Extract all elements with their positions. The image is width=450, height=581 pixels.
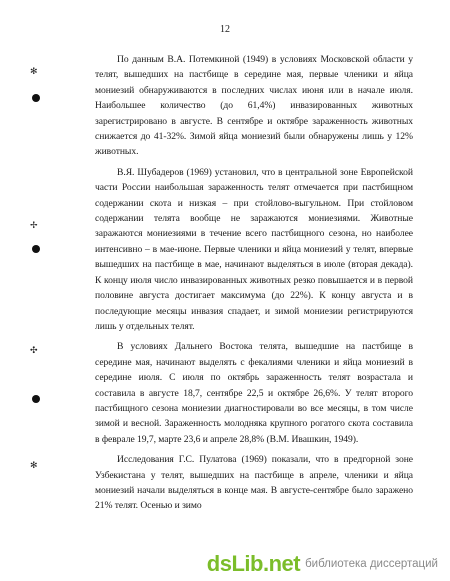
binding-mark-icon: ✣ bbox=[30, 345, 38, 355]
watermark-caption: библиотека диссертаций bbox=[305, 558, 438, 570]
paragraph: По данным В.А. Потемкиной (1949) в условиях Московской области у телят, вышедших на пастбище в середине мая, первые членики и яйца мониезий обнаруживаются в последних числах июня или в начале июля. Наибольшее количество (до 61,4%) инвазированных животных зарегистрировано в августе. В сентябре и октябре зараженность животных снижается до 41-32%. Зимой яйца мониезий были обнаружены лишь у 12% животных. bbox=[95, 54, 413, 158]
punch-hole-icon bbox=[32, 94, 40, 102]
watermark bbox=[207, 553, 438, 575]
punch-hole-icon bbox=[32, 245, 40, 253]
binding-mark-icon: ✻ bbox=[30, 66, 38, 76]
paragraph: В условиях Дальнего Востока телята, вышедшие на пастбище в середине мая, начинают выделять с фекалиями членики и яйца мониезий в середине июля. С июля по октябрь зараженность телят возрастала и составила в августе 18,7, сентябре 22,5 и октябре 26,6%. У телят второго пастбищного сезона мониезии диагностировали во все месяцы, в том числе зимой и весной. Зараженность молодняка крупного рогатого скота составила в феврале 19,7, марте 23,6 и апреле 28,8% (В.М. Ивашкин, 1949). bbox=[95, 341, 413, 445]
page-number: 12 bbox=[220, 24, 230, 35]
punch-hole-icon bbox=[32, 395, 40, 403]
paragraph: Исследования Г.С. Пулатова (1969) показали, что в предгорной зоне Узбекистана у телят, вышедших на пастбище в апреле, членики и яйца мониезий начали выделяться в конце мая. В августе-сентябре было заражено 21% телят. Осенью и зимо bbox=[95, 454, 413, 512]
binding-mark-icon: ✢ bbox=[30, 220, 38, 230]
document-body bbox=[95, 52, 413, 516]
binding-mark-icon: ✻ bbox=[30, 460, 38, 470]
paragraph: В.Я. Шубадеров (1969) установил, что в центральной зоне Европейской части России наибольшая зараженность телят отмечается при пастбищном содержании скота и низкая – при стойлово-выгульном. При стойловом содержании телята вообще не заражаются мониезиями. Животные заражаются мониезиями в течение всего пастбищного сезона, но наиболее интенсивно – в мае-июне. Первые членики и яйца мониезий у телят, впервые вышедших на пастбище в мае, начинают выделяться в июле (вторая декада). К концу июля число инвазированных животных резко повышается и в первой половине августа достигает максимума (до 22%). К концу августа и в последующие месяцы инвазия спадает, и зимой мониезии регистрируются лишь у отдельных телят. bbox=[95, 166, 413, 332]
watermark-logo: dsLib.net bbox=[206, 551, 301, 576]
